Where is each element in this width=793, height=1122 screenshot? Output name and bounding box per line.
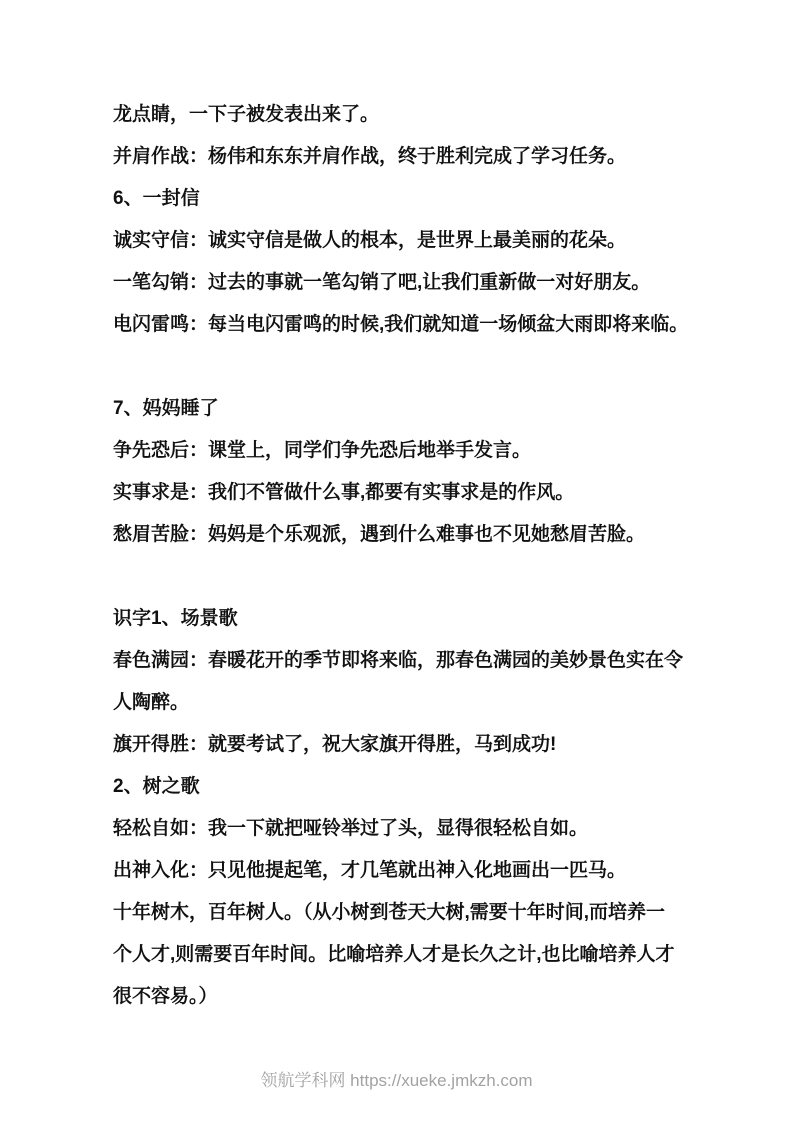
text-line: 出神入化：只见他提起笔，才几笔就出神入化地画出一匹马。	[113, 860, 627, 881]
text-line: 个人才,则需要百年时间。比喻培养人才是长久之计,也比喻培养人才	[113, 944, 675, 965]
text-line: 实事求是：我们不管做什么事,都要有实事求是的作风。	[113, 482, 575, 503]
blank-line	[113, 346, 688, 388]
footer-watermark-text: 领航学科网 https://xueke.jmkzh.com	[260, 1071, 533, 1090]
text-line: 人陶醉。	[113, 692, 190, 713]
text-line: 争先恐后：课堂上，同学们争先恐后地举手发言。	[113, 440, 532, 461]
text-line: 一笔勾销：过去的事就一笔勾销了吧,让我们重新做一对好朋友。	[113, 272, 651, 293]
document-body	[113, 94, 688, 1018]
text-line: 旗开得胜：就要考试了，祝大家旗开得胜，马到成功!	[113, 734, 557, 755]
blank-line	[113, 556, 688, 598]
text-line: 诚实守信：诚实守信是做人的根本，是世界上最美丽的花朵。	[113, 230, 627, 251]
section-heading: 6、一封信	[113, 188, 200, 209]
text-line: 愁眉苦脸：妈妈是个乐观派，遇到什么难事也不见她愁眉苦脸。	[113, 524, 646, 545]
section-heading: 2、树之歌	[113, 776, 200, 797]
text-line: 并肩作战：杨伟和东东并肩作战，终于胜利完成了学习任务。	[113, 146, 627, 167]
text-line: 很不容易。）	[113, 986, 218, 1007]
text-line: 轻松自如：我一下就把哑铃举过了头，显得很轻松自如。	[113, 818, 589, 839]
text-line: 电闪雷鸣：每当电闪雷鸣的时候,我们就知道一场倾盆大雨即将来临。	[113, 314, 689, 335]
text-line: 春色满园：春暖花开的季节即将来临，那春色满园的美妙景色实在令	[113, 650, 684, 671]
section-heading: 识字1、场景歌	[113, 608, 238, 629]
footer-watermark	[0, 1067, 793, 1095]
section-heading: 7、妈妈睡了	[113, 398, 219, 419]
text-line: 龙点睛，一下子被发表出来了。	[113, 104, 380, 125]
text-line: 十年树木，百年树人。（从小树到苍天大树,需要十年时间,而培养一	[113, 902, 666, 923]
